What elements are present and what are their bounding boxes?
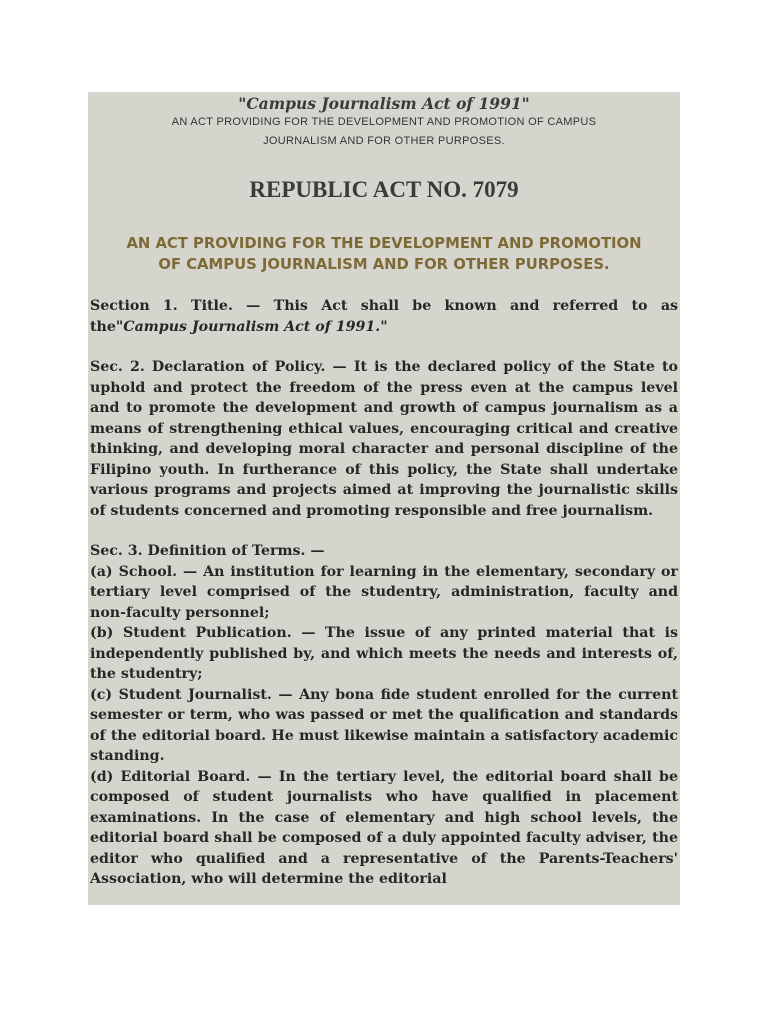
definition-editorial-board: (d) Editorial Board. — In the tertiary level, the editorial board shall be composed of student journalists who have qualified in placement examinations. In the case of elementary and high school levels, the editorial board shall be composed of a duly appointed faculty adviser, the editor who qualified and a representative of the Parents-Teachers' Association, who will determine the editorial (90, 768, 678, 887)
section-1 (90, 296, 678, 337)
republic-act-title: REPUBLIC ACT NO. 7079 (249, 177, 519, 202)
act-title-line2: OF CAMPUS JOURNALISM AND FOR OTHER PURPOSES. (158, 256, 610, 273)
section-3 (90, 541, 678, 890)
document-content (88, 94, 680, 890)
section-3-heading: Sec. 3. Definition of Terms. — (90, 543, 325, 559)
act-title (90, 233, 678, 275)
header-subtitle-line1: AN ACT PROVIDING FOR THE DEVELOPMENT AND PROMOTION OF CAMPUS (171, 116, 597, 128)
document-page (88, 92, 680, 905)
definition-student-journalist: (c) Student Journalist. — Any bona fide student enrolled for the current semester or term, who was passed or met the qualification and standards of the editorial board. He must likewise maintain a satisfactory academic standing. (90, 686, 678, 764)
header-subtitle-line2: JOURNALISM AND FOR OTHER PURPOSES. (263, 135, 505, 147)
header-title: "Campus Journalism Act of 1991" (238, 94, 530, 113)
act-title-line1: AN ACT PROVIDING FOR THE DEVELOPMENT AND PROMOTION (126, 235, 642, 252)
section-2: Sec. 2. Declaration of Policy. — It is the declared policy of the State to uphold and protect the freedom of the press even at the campus level and to promote the development and growth of campus journalism as a means of strengthening ethical values, encouraging critical and creative thinking, and developing moral character and personal discipline of the Filipino youth. In furtherance of this policy, the State shall undertake various programs and projects aimed at improving the journalistic skills of students concerned and promoting responsible and free journalism. (90, 359, 678, 519)
definition-student-publication: (b) Student Publication. — The issue of any printed material that is independently published by, and which meets the needs and interests of, the studentry; (90, 625, 678, 682)
definition-school: (a) School. — An institution for learning in the elementary, secondary or tertiary level comprised of the studentry, administration, faculty and non-faculty personnel; (90, 563, 678, 621)
section-1-act-name: "Campus Journalism Act of 1991." (115, 318, 388, 335)
header-subtitle (124, 113, 644, 151)
section-1-text: Section 1. Title. — This Act shall be known and referred to as the (90, 298, 678, 335)
